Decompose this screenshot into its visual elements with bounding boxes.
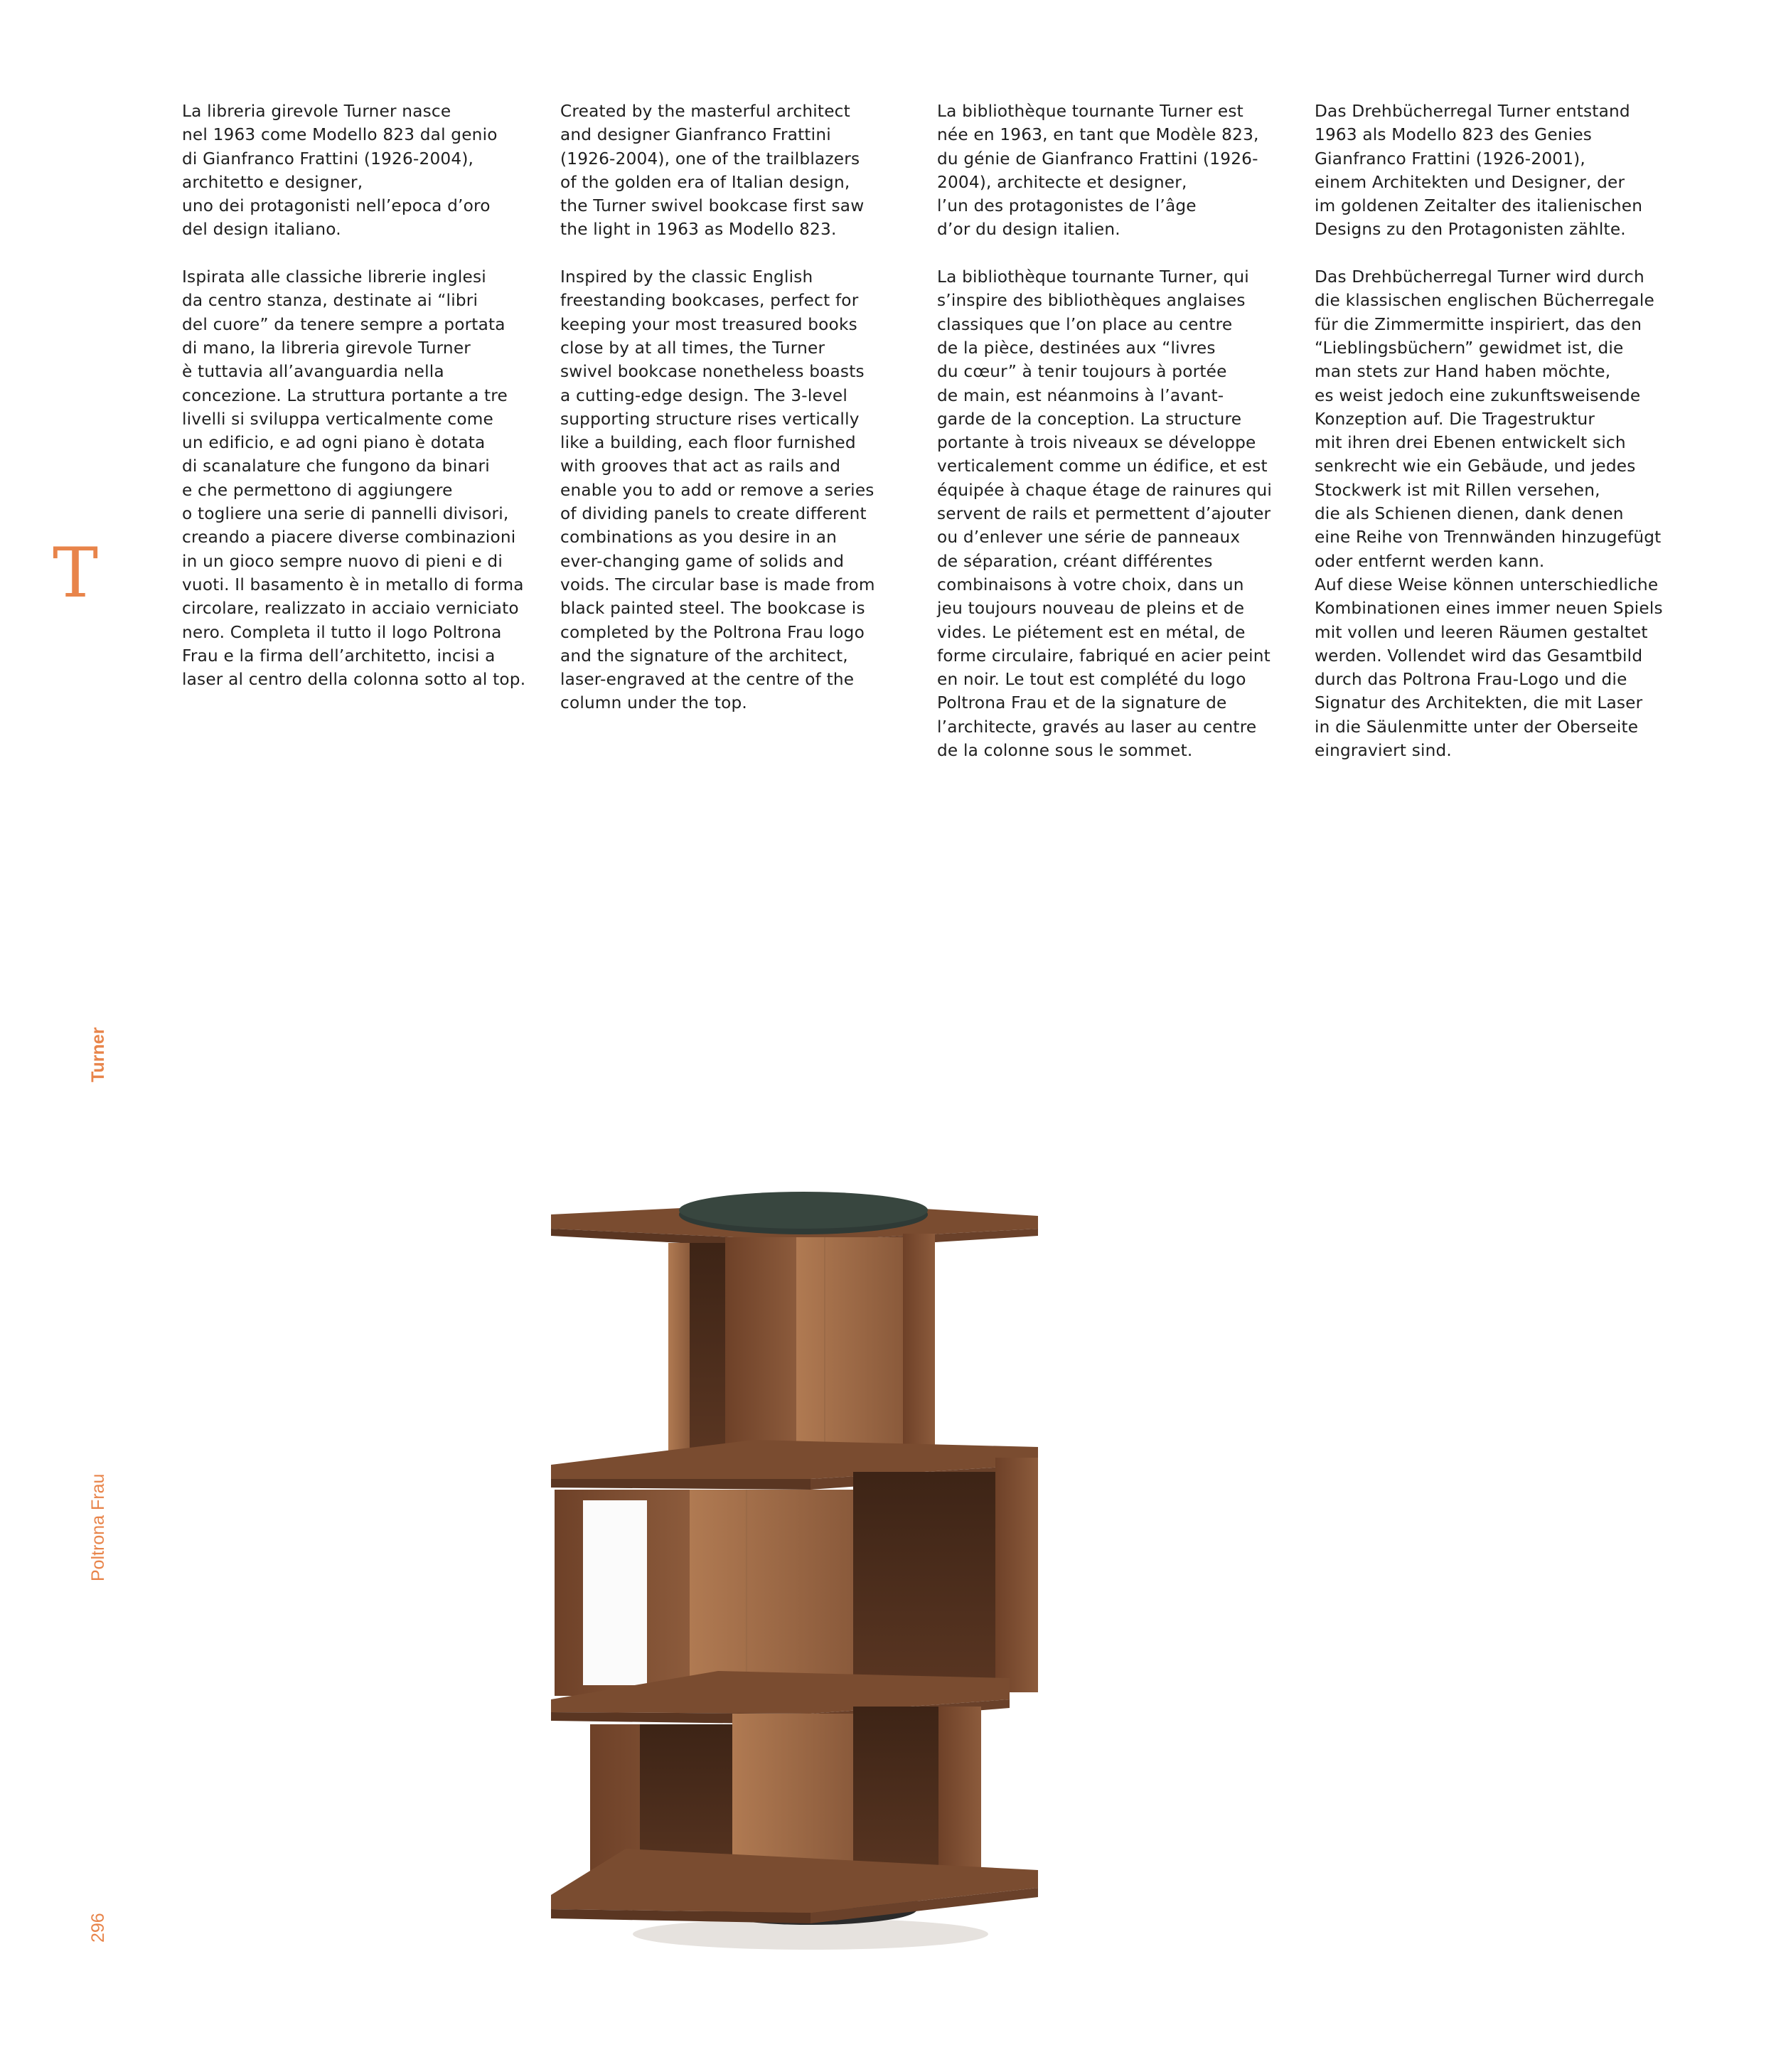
side-label-product: Turner (88, 1027, 108, 1082)
page-number: 296 (88, 1913, 108, 1943)
paragraph-it-2: Ispirata alle classiche librerie inglesi da centro stanza, destinate ai “libri del cuore” da tenere sempre a portata di mano, la libreria girevole Turner è tuttavia all’avanguardia nella concezione. La struttura portante a tre livelli si sviluppa verticalmente come un edificio, e ad ogni piano è dotata di scanalature che fungono da binari e che permettono di aggiungere o togliere una serie di pannelli divisori, creando a piacere diverse combinazioni in un gioco sempre nuovo di pieni e di vuoti. Il basamento è in metallo di forma circolare, realizzato in acciaio verniciato nero. Completa il tutto il logo Poltrona Frau e la firma dell’architetto, incisi a laser al centro della colonna sotto al top. (182, 267, 526, 690)
paragraph-fr-1: La bibliothèque tournante Turner est née en 1963, en tant que Modèle 823, du génie de Gianfranco Frattini (1926- 2004), architecte et designer, l’un des protagonistes de l’âge d’or du design italien. (937, 102, 1259, 240)
paragraph-en-2: Inspired by the classic English freestanding bookcases, perfect for keeping your most treasured books close by at all times, the Turner swivel bookcase nonetheless boasts a cutting-edge design. The 3-level supporting structure rises vertically like a building, each floor furnished with grooves that act as rails and enable you to add or remove a series of dividing panels to create different combinations as you desire in an ever-changing game of solids and voids. The circular base is made from black painted steel. The bookcase is completed by the Poltrona Frau logo and the signature of the architect, laser-engraved at the centre of the column under the top. (560, 267, 875, 713)
text-column-french (937, 100, 1289, 762)
paragraph-de-2: Das Drehbücherregal Turner wird durch die klassischen englischen Bücherregale für die Zimmermitte inspiriert, das den “Lieblingsbüchern” gewidmet ist, die man stets zur Hand haben möchte, es weist jedoch eine zukunftsweisende Konzeption auf. Die Tragestruktur mit ihren drei Ebenen entwickelt sich senkrecht wie ein Gebäude, und jedes Stockwerk ist mit Rillen versehen, die als Schienen dienen, dank denen eine Reihe von Trennwänden hinzugefügt oder entfernt werden kann. Auf diese Weise können unterschiedliche Kombinationen eines immer neuen Spiels mit vollen und leeren Räumen gestaltet werden. Vollendet wird das Gesamtbild durch das Poltrona Frau-Logo und die Signatur des Architekten, die mit Laser in die Säulenmitte unter der Oberseite eingraviert sind. (1315, 267, 1663, 761)
drop-initial: T (53, 533, 99, 613)
side-label-brand: Poltrona Frau (88, 1473, 108, 1581)
turner-bookcase-image (540, 1166, 1081, 1970)
paragraph-it-1: La libreria girevole Turner nasce nel 1963 come Modello 823 dal genio di Gianfranco Frattini (1926-2004), architetto e designer, uno dei protagonisti nell’epoca d’oro del design italiano. (182, 102, 498, 240)
paragraph-en-1: Created by the masterful architect and designer Gianfranco Frattini (1926-2004), one of the trailblazers of the golden era of Italian design, the Turner swivel bookcase first saw the light in 1963 as Modello 823. (560, 102, 865, 240)
text-column-italian (182, 100, 534, 691)
paragraph-fr-2: La bibliothèque tournante Turner, qui s’inspire des bibliothèques anglaises classiques que l’on place au centre de la pièce, destinées aux “livres du cœur” à tenir toujours à portée de main, est néanmoins à l’avant- garde de la conception. La structure portante à trois niveaux se développe verticalement comme un édifice, et est équipée à chaque étage de rainures qui servent de rails et permettent d’ajouter ou d’enlever une série de panneaux de séparation, créant différentes combinaisons à votre choix, dans un jeu toujours nouveau de pleins et de vides. Le piétement est en métal, de forme circulaire, fabriqué en acier peint en noir. Le tout est complété du logo Poltrona Frau et de la signature de l’architecte, gravés au laser au centre de la colonne sous le sommet. (937, 267, 1273, 761)
text-column-german (1315, 100, 1667, 762)
text-column-english (560, 100, 912, 715)
paragraph-de-1: Das Drehbücherregal Turner entstand 1963 als Modello 823 des Genies Gianfranco Frattini (1926-2001), einem Architekten und Designer, der im goldenen Zeitalter des italienischen Designs zu den Protagonisten zählte. (1315, 102, 1643, 240)
upper-side-panel (796, 1237, 903, 1465)
